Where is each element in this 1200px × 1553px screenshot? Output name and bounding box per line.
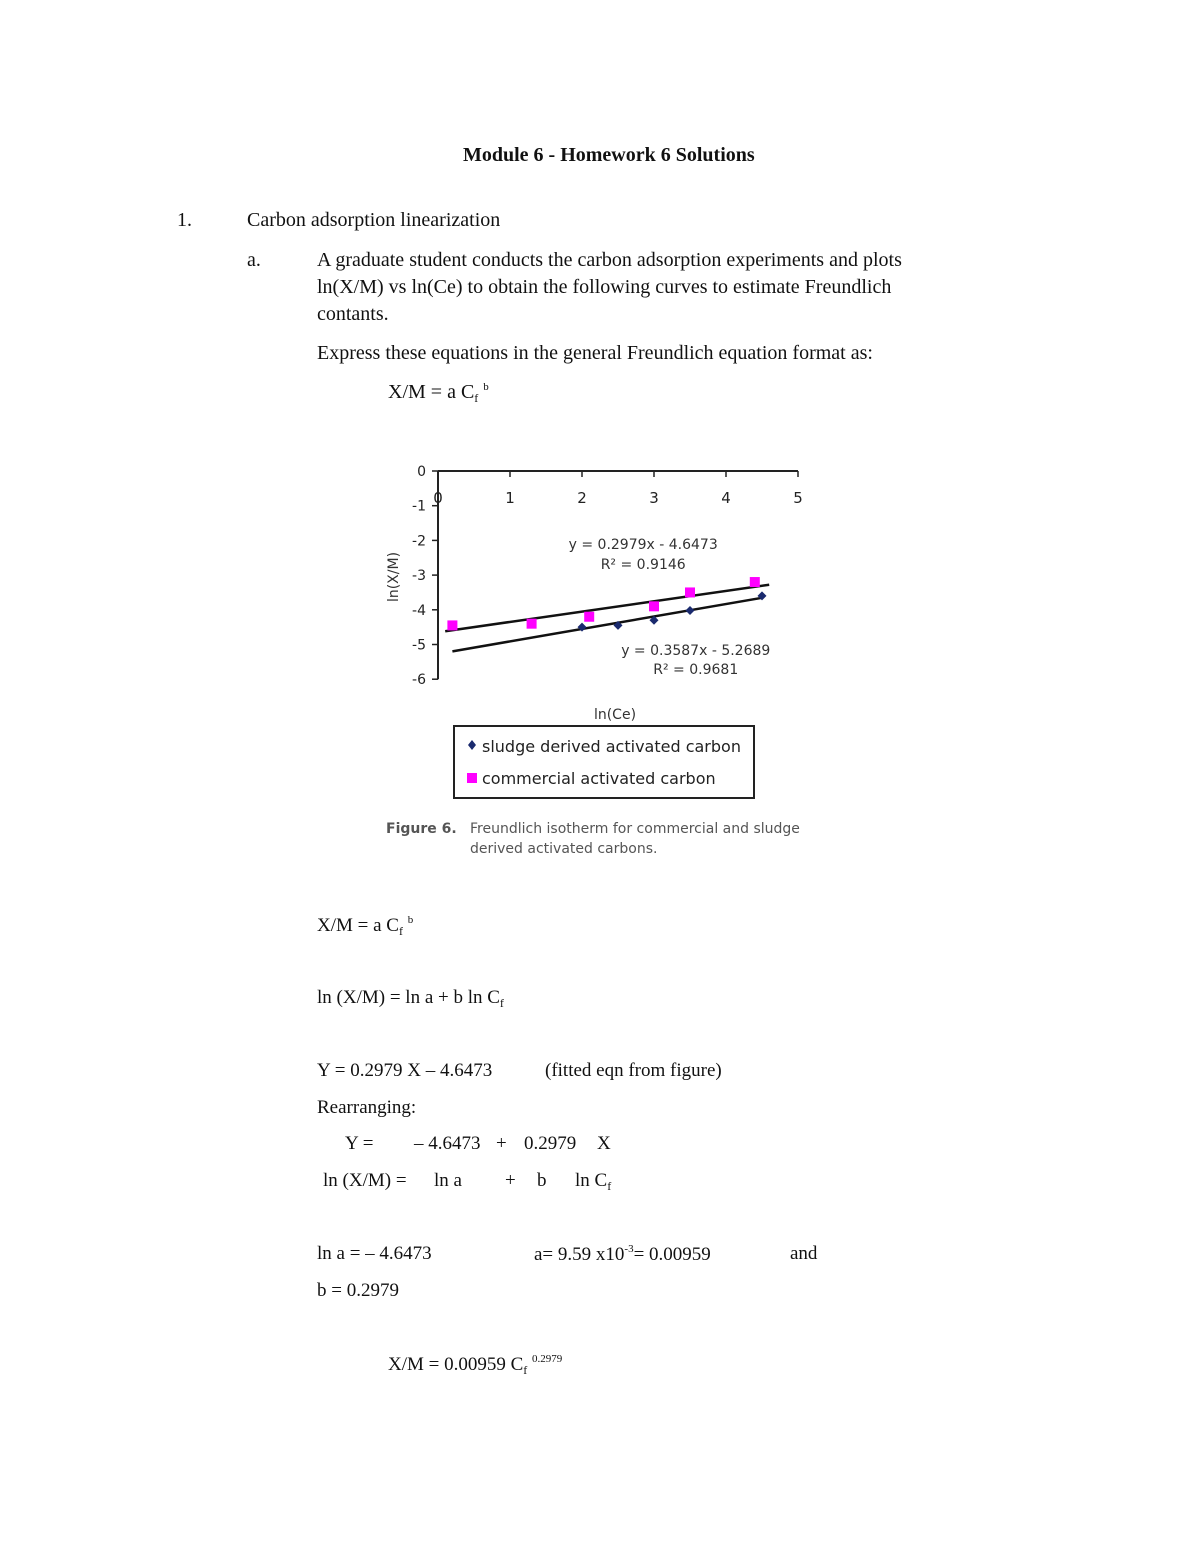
instruction-text: Express these equations in the general Freundlich equation format as: [317, 342, 873, 364]
trendline-r2: R² = 0.9681 [653, 661, 739, 678]
rearranged-term: 0.2979 [524, 1133, 577, 1154]
equation-subscript: f [607, 1179, 612, 1193]
equation-text: ln C [575, 1170, 608, 1191]
freundlich-isotherm-chart [370, 455, 825, 860]
x-tick-label: 5 [793, 489, 803, 507]
plot-area [412, 464, 803, 688]
question-title: Carbon adsorption linearization [247, 209, 501, 231]
equation-text: X/M = a C [317, 915, 399, 936]
fitted-equation-note: (fitted eqn from figure) [545, 1060, 722, 1081]
final-equation [388, 1353, 562, 1378]
data-point-commercial [584, 612, 594, 622]
equation-subscript: f [474, 391, 479, 405]
freundlich-equation [388, 381, 489, 406]
data-point-commercial [750, 577, 760, 587]
rearranged-term: + [496, 1133, 507, 1154]
ln-a-value: ln a = – 4.6473 [317, 1243, 432, 1264]
subquestion-letter: a. [247, 249, 261, 271]
y-tick-label: -1 [412, 498, 426, 515]
a-value [534, 1243, 711, 1266]
x-axis-label: ln(Ce) [593, 707, 637, 723]
equation-subscript: f [523, 1363, 528, 1377]
x-tick-label: 4 [721, 489, 731, 507]
equation-text: a= 9.59 x10 [534, 1244, 625, 1265]
fitted-equation: Y = 0.2979 X – 4.6473 [317, 1060, 493, 1081]
trendline-equation: y = 0.3587x - 5.2689 [621, 642, 771, 659]
x-tick-label: 0 [433, 489, 443, 507]
rearranged-term: + [505, 1170, 516, 1191]
solution-step [317, 987, 504, 1011]
equation-text: = 0.00959 [633, 1244, 711, 1265]
equation-subscript: f [398, 924, 403, 938]
rearranged-term: ln (X/M) = [323, 1170, 407, 1191]
y-tick-label: -4 [412, 602, 426, 619]
equation-subscript: f [499, 996, 504, 1010]
legend-marker-commercial [467, 773, 477, 783]
trendline-equation: y = 0.2979x - 4.6473 [568, 537, 718, 554]
question-text-line: contants. [317, 303, 389, 325]
data-point-commercial [649, 601, 659, 611]
solution-step [317, 914, 413, 939]
equation-text: X/M = a C [388, 381, 475, 403]
question-text-line: ln(X/M) vs ln(Ce) to obtain the following curves to estimate Freundlich [317, 276, 892, 298]
legend-label-sludge: sludge derived activated carbon [482, 737, 741, 756]
rearranged-term: – 4.6473 [414, 1133, 481, 1154]
y-tick-label: -3 [412, 568, 426, 585]
y-axis-label: ln(X/M) [386, 551, 402, 603]
equation-superscript: 0.2979 [532, 1353, 563, 1365]
y-tick-label: -6 [412, 672, 426, 689]
rearranged-term: ln a [434, 1170, 462, 1191]
question-text-line: A graduate student conducts the carbon adsorption experiments and plots [317, 249, 902, 271]
rearranged-term [575, 1170, 611, 1194]
y-tick-label: 0 [417, 464, 426, 480]
equation-superscript: b [483, 381, 489, 393]
y-tick-label: -2 [412, 533, 426, 550]
trendline-r2: R² = 0.9146 [600, 557, 686, 574]
equation-superscript: -3 [624, 1243, 634, 1255]
figure-caption-line: Freundlich isotherm for commercial and sludge [470, 821, 800, 837]
y-tick-label: -5 [412, 637, 426, 654]
figure-caption-line: derived activated carbons. [470, 841, 658, 857]
data-point-sludge [686, 606, 695, 615]
x-tick-label: 2 [577, 489, 587, 507]
x-tick-label: 1 [505, 489, 515, 507]
connector-word: and [790, 1243, 818, 1264]
question-number: 1. [177, 209, 192, 231]
equation-text: ln (X/M) = ln a + b ln C [317, 987, 500, 1008]
data-point-commercial [447, 620, 457, 630]
equation-superscript: b [407, 914, 414, 926]
equation-text: X/M = 0.00959 C [388, 1354, 524, 1375]
data-point-commercial [685, 587, 695, 597]
figure-label: Figure 6. [386, 821, 457, 837]
page-title: Module 6 - Homework 6 Solutions [463, 144, 755, 166]
legend-label-commercial: commercial activated carbon [482, 769, 716, 788]
solution-step: Rearranging: [317, 1097, 417, 1118]
x-tick-label: 3 [649, 489, 659, 507]
rearranged-term: Y = [345, 1133, 374, 1154]
rearranged-term: b [537, 1170, 547, 1191]
b-value: b = 0.2979 [317, 1280, 399, 1301]
rearranged-term: X [597, 1133, 611, 1154]
data-point-commercial [527, 619, 537, 629]
